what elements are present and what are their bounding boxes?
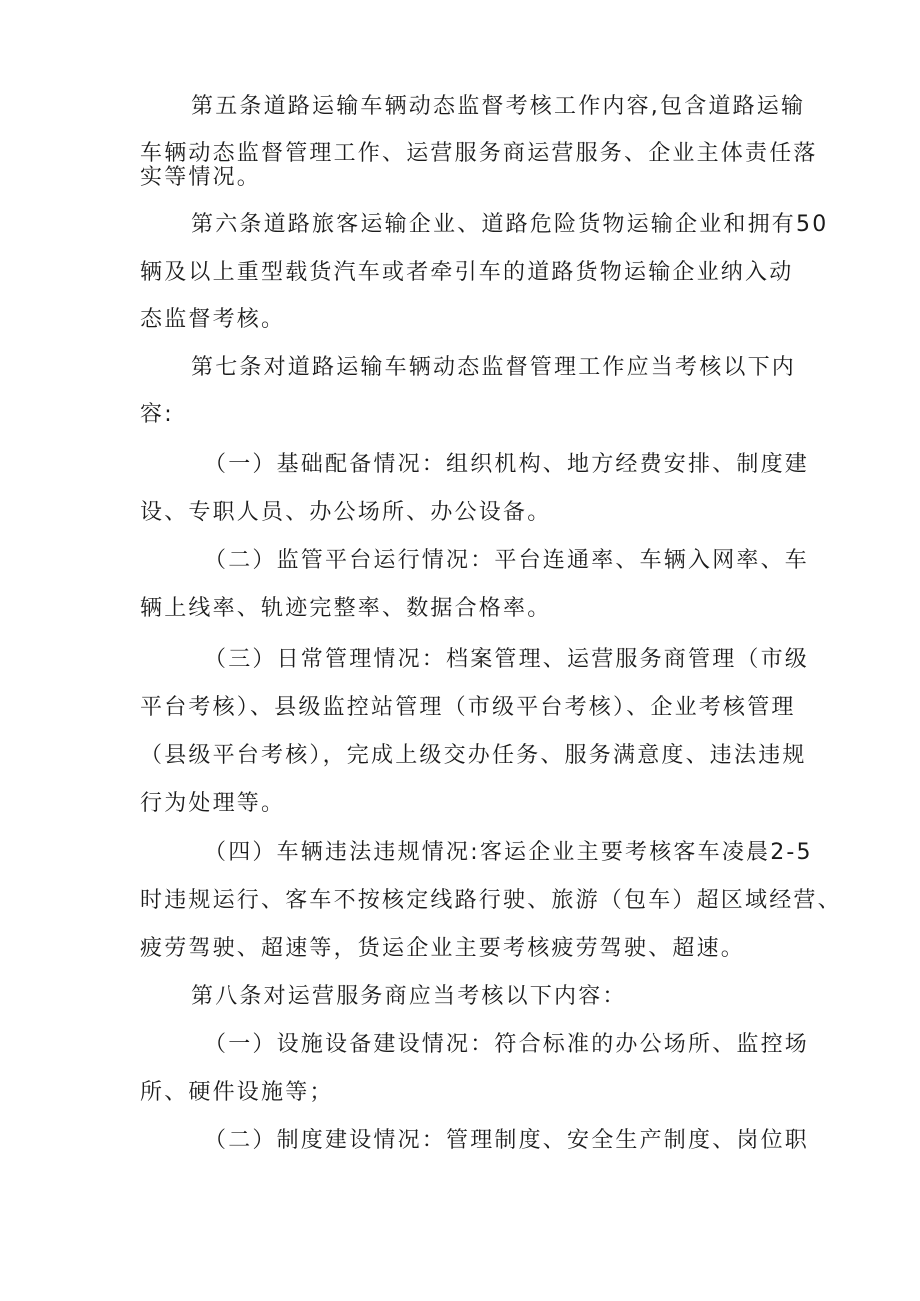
text-line: 平台考核）、县级监控站管理（市级平台考核）、企业考核管理 xyxy=(140,695,796,720)
text-line: （四）车辆违法违规情况:客运企业主要考核客车凌晨2-5 xyxy=(204,840,813,865)
text-line: 设、专职人员、办公场所、办公设备。 xyxy=(140,500,552,525)
text-line: （二）制度建设情况：管理制度、安全生产制度、岗位职 xyxy=(204,1128,810,1153)
text-line: （一）设施设备建设情况：符合标准的办公场所、监控场 xyxy=(204,1032,810,1057)
text-line: （县级平台考核），完成上级交办任务、服务满意度、违法违规 xyxy=(140,743,807,768)
text-line: 第六条道路旅客运输企业、道路危险货物运输企业和拥有50 xyxy=(191,212,829,237)
text-line: 辆上线率、轨迹完整率、数据合格率。 xyxy=(140,596,552,621)
text-line: 容: xyxy=(140,402,174,427)
text-line: （三）日常管理情况：档案管理、运营服务商管理（市级 xyxy=(204,647,810,672)
text-line: 实等情况。 xyxy=(140,165,262,190)
text-line: 辆及以上重型载货汽车或者牵引车的道路货物运输企业纳入动 xyxy=(140,260,794,285)
text-line: 第七条对道路运输车辆动态监督管理工作应当考核以下内 xyxy=(191,355,797,380)
text-line: 第八条对运营服务商应当考核以下内容： xyxy=(191,984,627,1009)
text-line: 第五条道路运输车辆动态监督考核工作内容,包含道路运输 xyxy=(191,94,806,119)
text-line: （二）监管平台运行情况：平台连通率、车辆入网率、车 xyxy=(204,548,810,573)
text-line: 态监督考核。 xyxy=(140,307,286,332)
text-line: 所、硬件设施等； xyxy=(140,1080,334,1105)
text-line: 行为处理等。 xyxy=(140,791,286,816)
text-line: 车辆动态监督管理工作、运营服务商运营服务、企业主体责任落 xyxy=(140,141,818,166)
text-line: 疲劳驾驶、超速等，货运企业主要考核疲劳驾驶、超速。 xyxy=(140,936,746,961)
text-line: （一）基础配备情况：组织机构、地方经费安排、制度建 xyxy=(204,452,810,477)
text-line: 时违规运行、客车不按核定线路行驶、旅游（包车）超区域经营、 xyxy=(140,888,842,913)
